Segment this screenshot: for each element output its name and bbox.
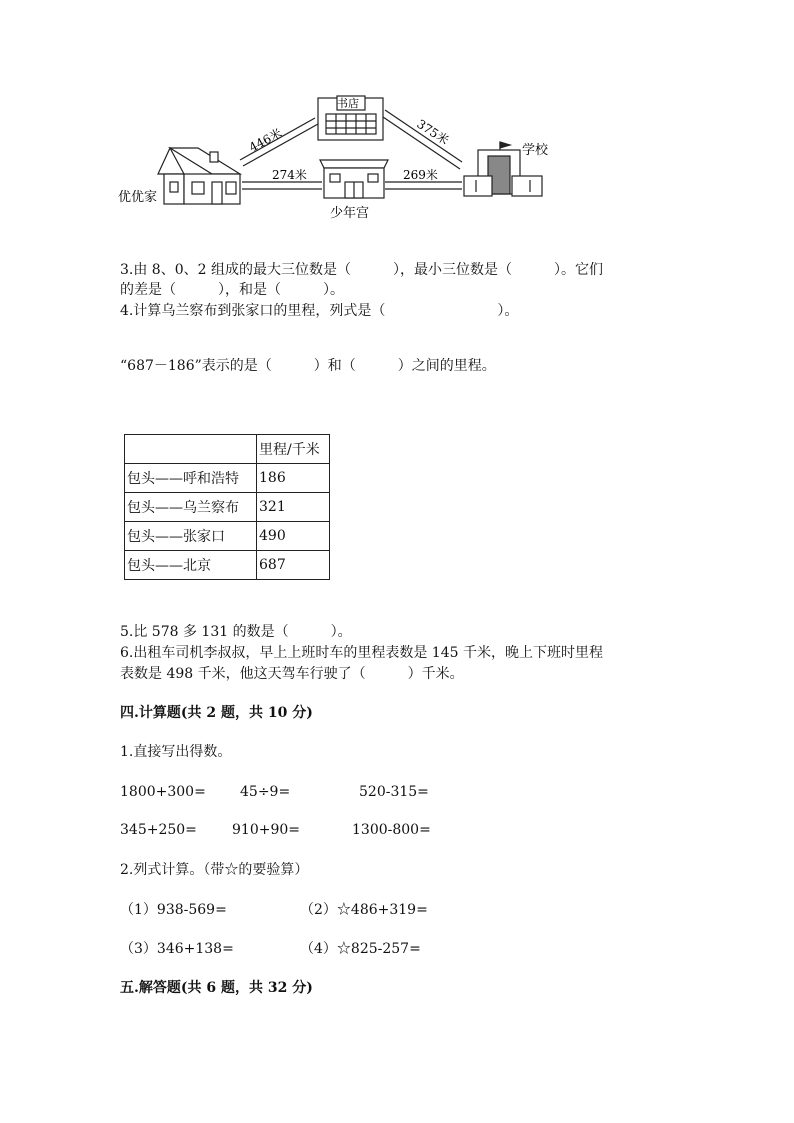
question-6-line2: 表数是 498 千米，他这天驾车行驶了（ ）千米。: [120, 666, 464, 682]
section-5-title: 五.解答题(共 6 题，共 32 分): [120, 980, 313, 996]
table-cell-route: 包头——张家口: [125, 522, 257, 551]
section-4-title: 四.计算题(共 2 题，共 10 分): [120, 705, 313, 721]
section-4-question-1-title: 1.直接写出得数。: [120, 744, 232, 760]
calc-item: （1）938-569=: [120, 902, 227, 918]
calc-item: 1300-800=: [352, 822, 431, 838]
calc-item: 520-315=: [359, 784, 429, 800]
table-row: [125, 493, 330, 522]
table-row: [125, 464, 330, 493]
distance-home-bookstore: 446米: [246, 125, 285, 155]
table-row: [125, 522, 330, 551]
question-4: 4.计算乌兰察布到张家口的里程，列式是（ ）。: [120, 303, 519, 319]
question-3-line1: 3.由 8、0、2 组成的最大三位数是（ ），最小三位数是（ ）。它们: [120, 262, 603, 278]
question-6-line1: 6.出租车司机李叔叔，早上上班时车的里程表数是 145 千米，晚上下班时里程: [120, 645, 603, 661]
table-cell-distance: 687: [257, 551, 330, 580]
table-cell-distance: 490: [257, 522, 330, 551]
table-cell-distance: 186: [257, 464, 330, 493]
distance-table: [124, 434, 330, 580]
distance-bookstore-school: 375米: [414, 116, 452, 148]
home-label: 优优家: [118, 190, 158, 205]
youth-palace-building-icon: [320, 160, 388, 198]
table-header-cell: 里程/千米: [257, 435, 330, 464]
calc-item: 910+90=: [232, 822, 300, 838]
route-map: [100, 90, 580, 225]
calc-item: 1800+300=: [120, 784, 206, 800]
distance-palace-school: 269米: [403, 168, 438, 182]
question-5: 5.比 578 多 131 的数是（ ）。: [120, 624, 352, 640]
road-home-palace: [242, 182, 322, 189]
table-cell-route: 包头——呼和浩特: [125, 464, 257, 493]
calc-item: （4）☆825-257=: [300, 941, 421, 957]
table-header-row: [125, 435, 330, 464]
house-icon: [158, 148, 240, 204]
calc-item: （2）☆486+319=: [300, 902, 428, 918]
table-cell-route: 包头——乌兰察布: [125, 493, 257, 522]
table-row: [125, 551, 330, 580]
table-cell-distance: 321: [257, 493, 330, 522]
youth-palace-label: 少年宫: [330, 206, 370, 221]
calc-item: （3）346+138=: [120, 941, 234, 957]
table-header-cell: [125, 435, 257, 464]
calc-item: 345+250=: [120, 822, 197, 838]
bookstore-label: 书店: [337, 97, 359, 110]
section-4-question-2-title: 2.列式计算。（带☆的要验算）: [120, 862, 309, 878]
question-4-subquestion: “687－186”表示的是（ ）和（ ）之间的里程。: [120, 358, 496, 374]
distance-home-palace: 274米: [272, 168, 307, 182]
question-3-line2: 的差是（ ），和是（ ）。: [120, 282, 344, 298]
table-cell-route: 包头——北京: [125, 551, 257, 580]
road-palace-school: [385, 182, 462, 189]
school-label: 学校: [522, 143, 549, 158]
calc-item: 45÷9=: [240, 784, 291, 800]
